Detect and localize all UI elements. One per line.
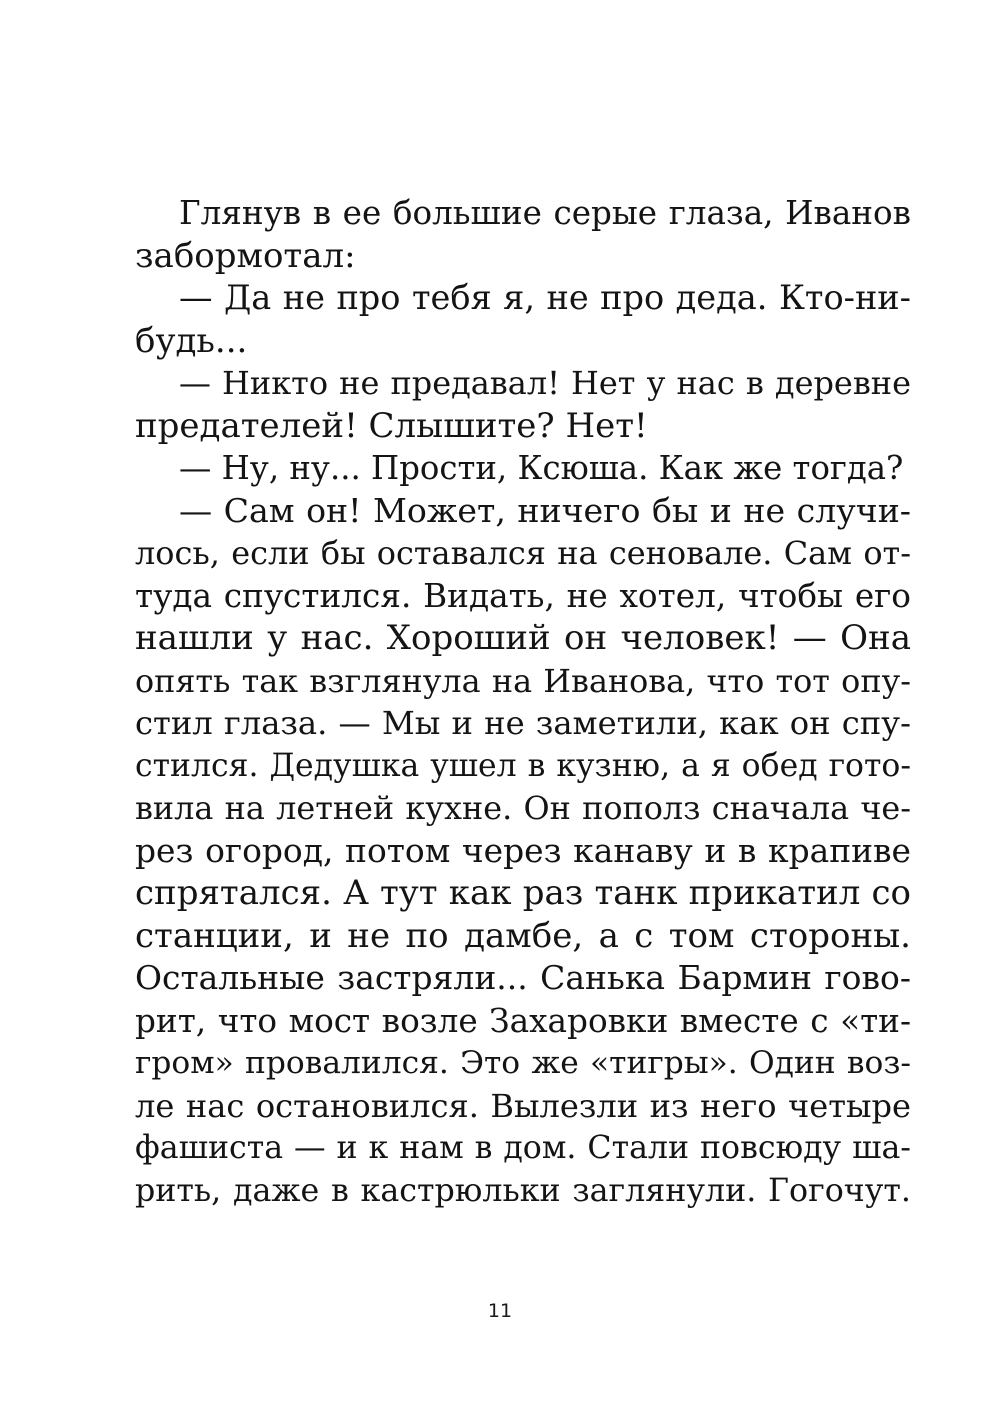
text-line: будь... <box>135 320 248 361</box>
text-line: рить, даже в кастрюльки заглянули. Гогочут. <box>135 1172 911 1209</box>
text-line: ле нас остановился. Вылезли из него четыре <box>135 1086 911 1125</box>
body-text <box>135 192 911 1212</box>
text-line: фашиста — и к нам в дом. Стали повсюду ша- <box>135 1130 911 1166</box>
text-line: — Сам он! Может, ничего бы и не случи- <box>179 490 911 530</box>
text-line: нашли у нас. Хороший он человек! — Она <box>135 618 911 658</box>
text-line: забормотал: <box>135 235 356 276</box>
text-line: — Ну, ну... Прости, Ксюша. Как же тогда? <box>179 449 904 487</box>
text-line: стил глаза. — Мы и не заметили, как он спу- <box>135 704 911 742</box>
page-number: 11 <box>487 1300 513 1322</box>
text-line: предателей! Слышите? Нет! <box>135 405 648 446</box>
text-line: спрятался. А тут как раз танк прикатил со <box>135 873 911 913</box>
text-line: рез огород, потом через канаву и в крапиве <box>135 830 911 870</box>
text-line: станции, и не по дамбе, а с том стороны. <box>135 915 911 956</box>
text-line: опять так взглянула на Иванова, что тот опу- <box>135 661 911 700</box>
text-line: стился. Дедушка ушел в кузню, а я обед гото- <box>135 747 911 784</box>
text-line: вила на летней кухне. Он пополз сначала че- <box>135 789 911 827</box>
text-line: гром» провалился. Это же «тигры». Один воз- <box>135 1045 911 1081</box>
text-line: рит, что мост возле Захаровки вместе с «ти- <box>135 1001 911 1040</box>
text-line: туда спустился. Видать, не хотел, чтобы его <box>135 576 911 615</box>
text-line: — Никто не предавал! Нет у нас в деревне <box>179 364 911 402</box>
text-line: Глянув в ее большие серые глаза, Иванов <box>179 194 911 232</box>
text-line: Остальные застряли... Санька Бармин гово- <box>135 958 911 997</box>
text-line: — Да не про тебя я, не про деда. Кто-ни- <box>179 278 911 317</box>
text-line: лось, если бы оставался на сеновале. Сам от- <box>135 534 911 572</box>
